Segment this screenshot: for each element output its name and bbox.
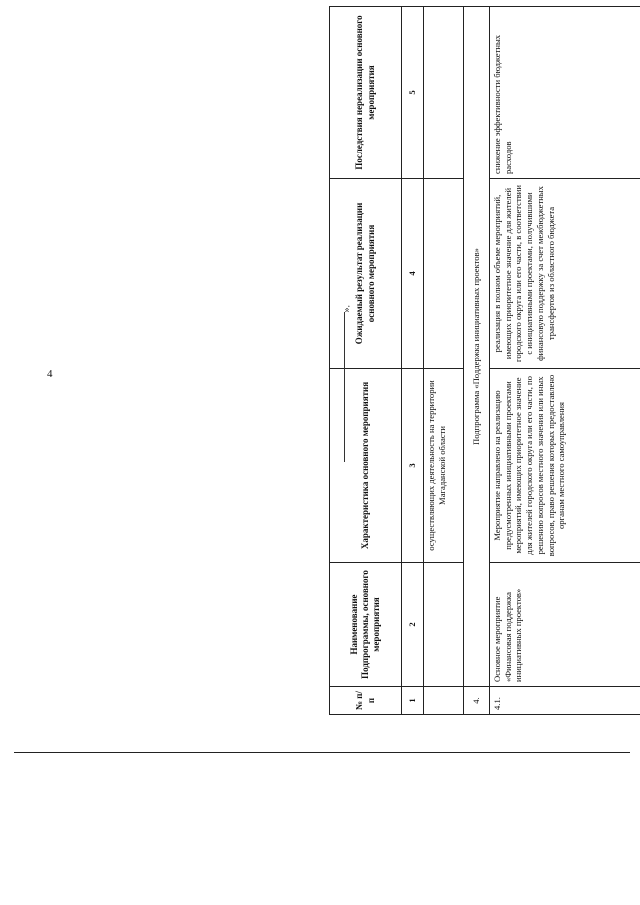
column-number-1: 1: [402, 687, 424, 715]
item-expected-result: реализация в полном объеме мероприятий, имеющих приоритетное значение для жителей городского округа или его части, в соответствии с инициативными проектами, получившими финансовую поддержку за счет межбюджетных трансфертов из областного бюджета: [490, 179, 640, 369]
continuation-characteristic: осуществляющих деятельность на территории Магаданской области: [424, 369, 464, 563]
rotated-table-container: [329, 7, 640, 715]
column-number-3: 3: [402, 369, 424, 563]
item-number: 4.1.: [490, 687, 640, 715]
page-number: 4: [47, 368, 53, 380]
closing-underline: [344, 312, 345, 462]
closing-mark-text: ».: [341, 305, 353, 313]
measures-table: [329, 6, 640, 715]
item-name: Основное мероприятие «Финансовая поддержка инициативных проектов»: [490, 563, 640, 687]
header-consequence: Последствия нереализации основного мероприятия: [330, 7, 402, 179]
column-number-5: 5: [402, 7, 424, 179]
header-number: № п/п: [330, 687, 402, 715]
subprogram-number: 4.: [464, 687, 490, 715]
header-name: Наименование Подпрограммы, основного мероприятия: [330, 563, 402, 687]
column-number-4: 4: [402, 179, 424, 369]
column-numbers-row: [402, 7, 424, 715]
column-number-2: 2: [402, 563, 424, 687]
page-bottom-rule: [14, 752, 630, 753]
header-characteristic: Характеристика основного мероприятия: [330, 369, 402, 563]
item-characteristic: Мероприятие направлено на реализацию предусмотренных инициативными проектами мероприятий, имеющих приоритетное значение для жителей городского округа или его части, по решению вопросов местного значения или иных вопросов, право решения которых предоставлено органам местного самоуправления: [490, 369, 640, 563]
header-expected-result: Ожидаемый результат реализации основного мероприятия: [330, 179, 402, 369]
continuation-row: [424, 7, 464, 715]
subprogram-row: [464, 7, 490, 715]
subprogram-title: Подпрограмма «Поддержка инициативных проектов»: [464, 7, 490, 687]
closing-quote-mark: [338, 300, 353, 460]
item-consequence: снижение эффективности бюджетных расходов: [490, 7, 640, 179]
item-row: [490, 7, 640, 715]
